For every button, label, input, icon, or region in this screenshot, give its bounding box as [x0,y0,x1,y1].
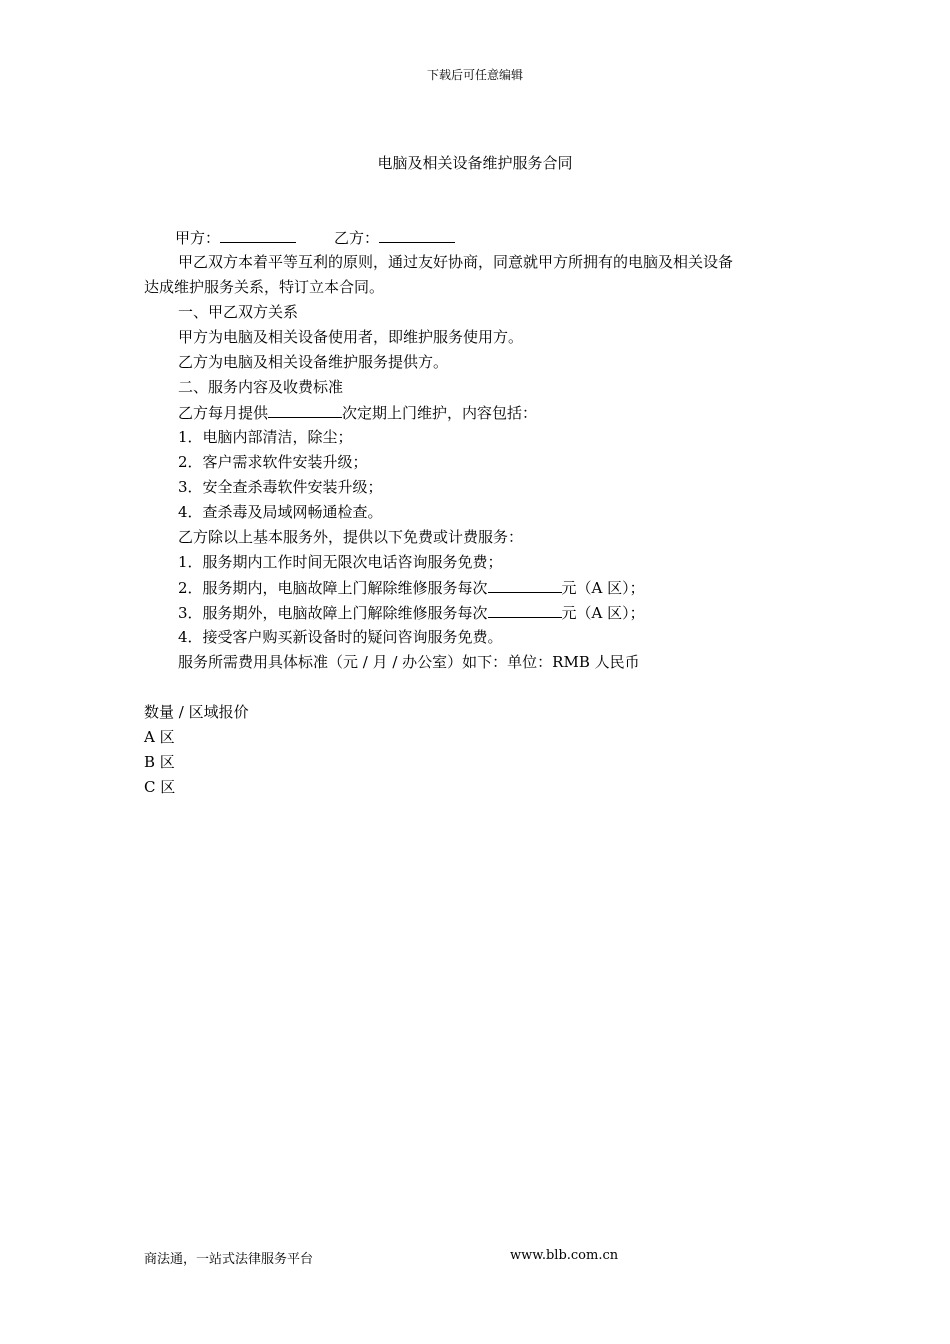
intro-line-2: 达成维护服务关系，特订立本合同。 [144,278,385,296]
extra-service-3-pre: 3．服务期外，电脑故障上门解除维修服务每次 [178,604,488,622]
footer-left: 商法通，一站式法律服务平台 [144,1252,314,1267]
visit-pre: 乙方每月提供 [178,404,269,422]
extra-service-4: 4．接受客户购买新设备时的疑问咨询服务免费。 [178,628,503,646]
party-a-blank[interactable] [220,227,296,243]
party-b-label: 乙方： [334,229,380,247]
section2-heading: 二、服务内容及收费标准 [178,378,344,396]
extra-service-1: 1．服务期内工作时间无限次电话咨询服务免费； [178,553,503,571]
price-table-header: 数量 / 区域报价 [144,703,249,721]
intro-line-1: 甲乙双方本着平等互利的原则，通过友好协商，同意就甲方所拥有的电脑及相关设备 [178,253,734,271]
table-row: A 区 [144,728,175,746]
table-row: B 区 [144,753,175,771]
list-item: 2．客户需求软件安装升级； [178,453,368,471]
party-b-blank[interactable] [379,227,455,243]
list-item: 4．查杀毒及局域网畅通检查。 [178,503,383,521]
section1-heading: 一、甲乙双方关系 [178,303,299,321]
list-item: 3．安全查杀毒软件安装升级； [178,478,383,496]
section1-line-2: 乙方为电脑及相关设备维护服务提供方。 [178,353,449,371]
party-a-label: 甲方： [175,229,221,247]
list-item: 1．电脑内部清洁，除尘； [178,428,353,446]
extra-service-2-post: 元（A 区）； [561,579,645,597]
visit-post: 次定期上门维护，内容包括： [342,404,538,422]
footer-url[interactable]: www.blb.com.cn [510,1248,619,1263]
extra-service-2-pre: 2．服务期内，电脑故障上门解除维修服务每次 [178,579,488,597]
extra-service-3-post: 元（A 区）； [561,604,645,622]
out-period-fee-blank[interactable] [488,602,562,618]
party-b-line [334,227,455,248]
section1-line-1: 甲方为电脑及相关设备使用者，即维护服务使用方。 [178,328,524,346]
document-title: 电脑及相关设备维护服务合同 [377,154,573,172]
visit-line [178,402,537,423]
party-a-line [175,227,296,248]
extra-service-3 [178,602,645,623]
in-period-fee-blank[interactable] [488,577,562,593]
extra-services-intro: 乙方除以上基本服务外，提供以下免费或计费服务： [178,528,524,546]
header-note: 下载后可任意编辑 [426,68,523,82]
table-row: C 区 [144,778,176,796]
fee-standard-line: 服务所需费用具体标准（元 / 月 / 办公室）如下：单位：RMB 人民币 [178,653,640,671]
visit-count-blank[interactable] [268,402,342,418]
extra-service-2 [178,577,645,598]
